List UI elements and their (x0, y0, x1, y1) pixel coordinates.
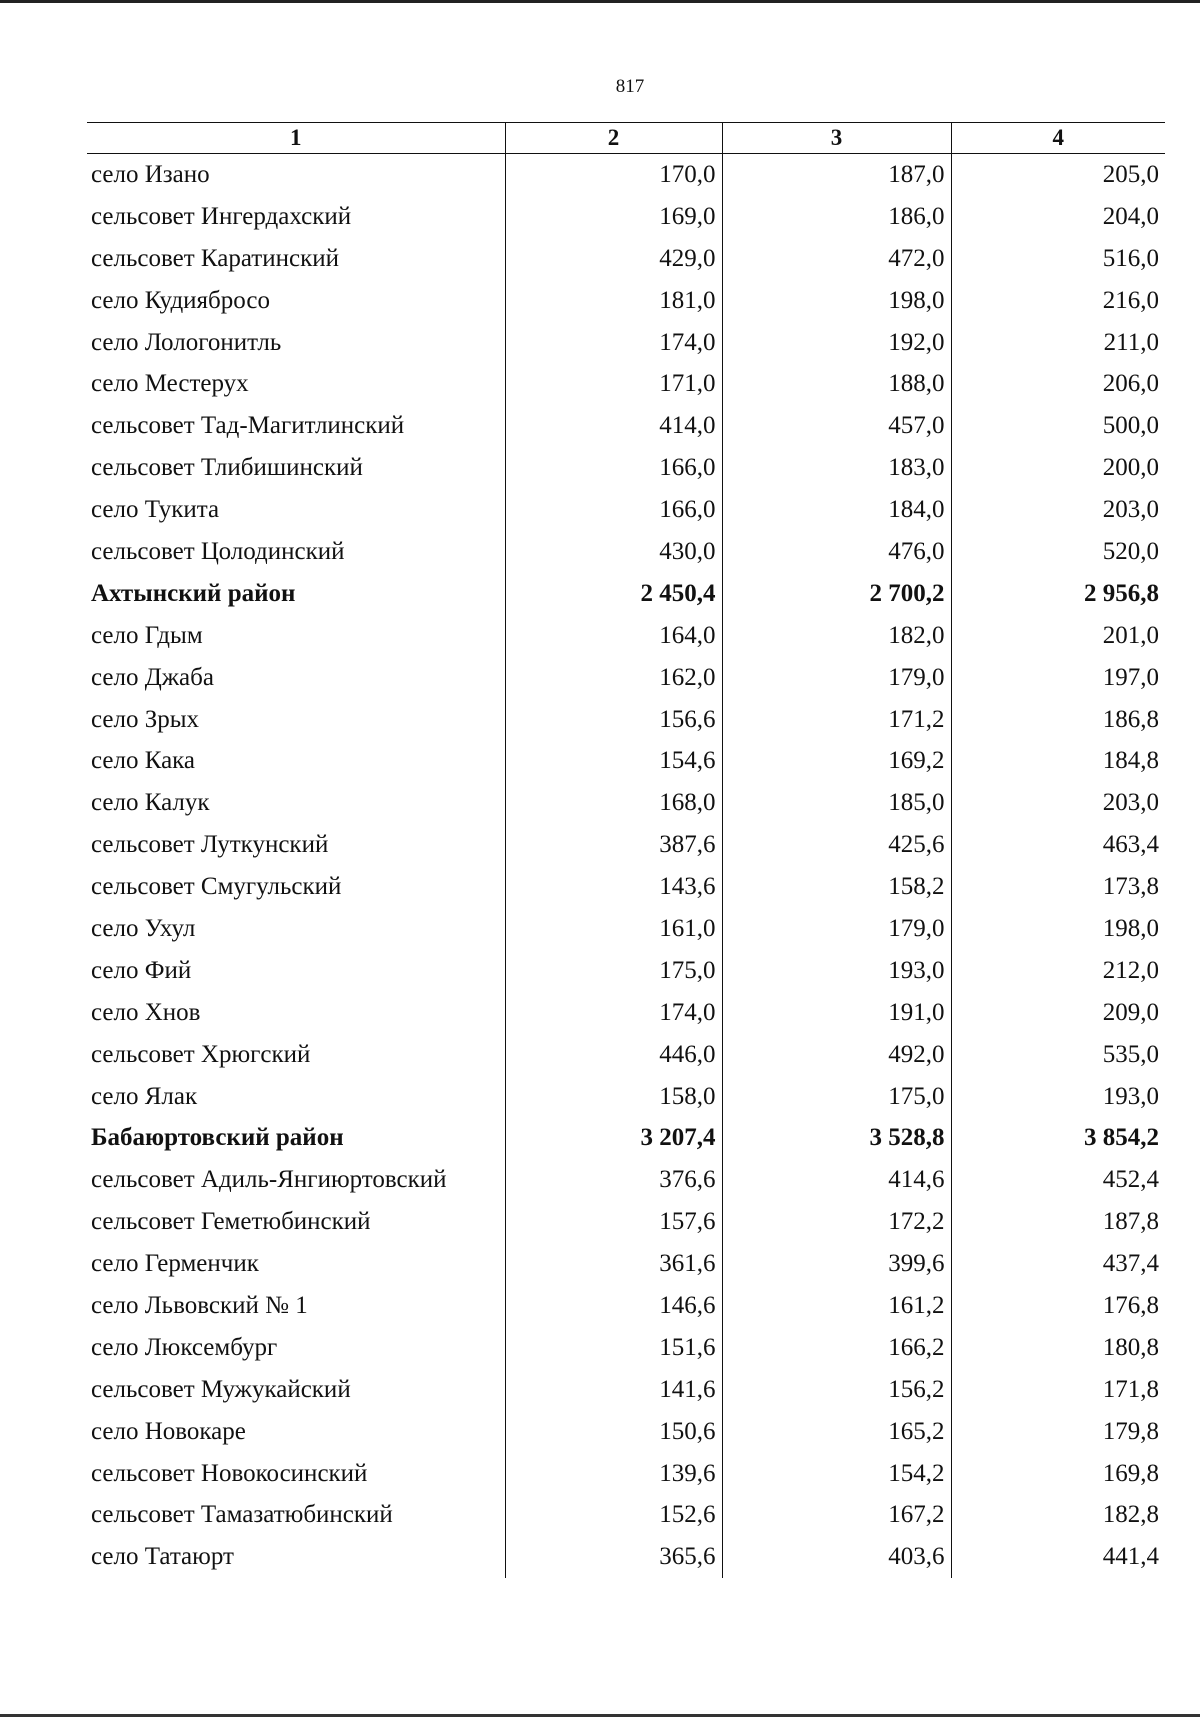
row-value-col-4: 171,8 (951, 1369, 1165, 1411)
row-value-col-3: 169,2 (722, 740, 951, 782)
table-row (87, 322, 1165, 364)
row-value-col-2: 166,0 (505, 447, 722, 489)
row-value-col-3: 492,0 (722, 1034, 951, 1076)
row-value-col-3: 188,0 (722, 363, 951, 405)
scan-edge-bottom (0, 1714, 1200, 1717)
table-row (87, 489, 1165, 531)
row-value-col-2: 414,0 (505, 405, 722, 447)
table-row (87, 1076, 1165, 1118)
row-name-cell: село Гдым (91, 621, 203, 649)
row-value-col-3: 182,0 (722, 615, 951, 657)
row-value-col-2: 387,6 (505, 824, 722, 866)
table-row (87, 1495, 1165, 1537)
row-value-col-4: 184,8 (951, 740, 1165, 782)
row-name-cell: сельсовет Тад-Магитлинский (91, 412, 405, 440)
table-row (87, 908, 1165, 950)
row-value-col-3: 183,0 (722, 447, 951, 489)
row-value-col-3: 171,2 (722, 699, 951, 741)
table-row (87, 1117, 1165, 1159)
table-row (87, 1159, 1165, 1201)
row-value-col-4: 176,8 (951, 1285, 1165, 1327)
row-value-col-3: 192,0 (722, 322, 951, 364)
table-row (87, 196, 1165, 238)
row-value-col-4: 441,4 (951, 1536, 1165, 1578)
row-value-col-2: 166,0 (505, 489, 722, 531)
row-name-cell: село Тукита (91, 496, 220, 524)
row-name-cell: село Львовский № 1 (91, 1291, 308, 1319)
row-value-col-2: 169,0 (505, 196, 722, 238)
row-name-cell: сельсовет Адиль-Янгиюртовский (91, 1166, 447, 1194)
data-table (87, 122, 1165, 1578)
row-value-col-4: 516,0 (951, 238, 1165, 280)
row-value-col-3: 403,6 (722, 1536, 951, 1578)
table-row (87, 992, 1165, 1034)
row-name-cell: сельсовет Тлибишинский (91, 454, 363, 482)
row-value-col-4: 535,0 (951, 1034, 1165, 1076)
table-header-row (87, 123, 1165, 154)
header-col-4: 4 (951, 123, 1165, 154)
row-value-col-2: 151,6 (505, 1327, 722, 1369)
row-value-col-3: 457,0 (722, 405, 951, 447)
table-row (87, 238, 1165, 280)
row-value-col-4: 187,8 (951, 1201, 1165, 1243)
row-value-col-2: 446,0 (505, 1034, 722, 1076)
table-body (87, 154, 1165, 1579)
table-row (87, 363, 1165, 405)
row-value-col-4: 212,0 (951, 950, 1165, 992)
row-value-col-3: 156,2 (722, 1369, 951, 1411)
row-value-col-4: 180,8 (951, 1327, 1165, 1369)
row-value-col-3: 158,2 (722, 866, 951, 908)
row-value-col-2: 3 207,4 (505, 1117, 722, 1159)
row-value-col-2: 154,6 (505, 740, 722, 782)
table-row (87, 782, 1165, 824)
row-value-col-4: 452,4 (951, 1159, 1165, 1201)
row-name-cell: село Калук (91, 789, 210, 817)
row-name-cell: село Ухул (91, 914, 196, 942)
row-name-cell: село Кудиябросо (91, 286, 270, 314)
table-row (87, 699, 1165, 741)
row-value-col-2: 156,6 (505, 699, 722, 741)
row-value-col-4: 437,4 (951, 1243, 1165, 1285)
row-value-col-2: 158,0 (505, 1076, 722, 1118)
table-row (87, 950, 1165, 992)
row-value-col-4: 3 854,2 (951, 1117, 1165, 1159)
row-name-cell: село Новокаре (91, 1417, 246, 1445)
table-row (87, 573, 1165, 615)
row-value-col-2: 2 450,4 (505, 573, 722, 615)
row-value-col-3: 179,0 (722, 908, 951, 950)
row-value-col-3: 154,2 (722, 1453, 951, 1495)
table-row (87, 154, 1165, 196)
row-value-col-4: 463,4 (951, 824, 1165, 866)
page-number: 817 (615, 76, 645, 97)
row-name-cell: село Татаюрт (91, 1543, 234, 1571)
row-name-cell: село Зрых (91, 705, 200, 733)
row-value-col-2: 141,6 (505, 1369, 722, 1411)
table-row (87, 866, 1165, 908)
row-value-col-3: 179,0 (722, 657, 951, 699)
table-row (87, 405, 1165, 447)
table-row (87, 1243, 1165, 1285)
row-value-col-2: 376,6 (505, 1159, 722, 1201)
row-value-col-4: 173,8 (951, 866, 1165, 908)
row-value-col-2: 365,6 (505, 1536, 722, 1578)
row-value-col-3: 399,6 (722, 1243, 951, 1285)
table-row (87, 1327, 1165, 1369)
row-value-col-2: 181,0 (505, 280, 722, 322)
row-value-col-4: 186,8 (951, 699, 1165, 741)
row-value-col-4: 193,0 (951, 1076, 1165, 1118)
row-name-cell: сельсовет Луткунский (91, 831, 329, 859)
row-value-col-3: 172,2 (722, 1201, 951, 1243)
row-value-col-2: 174,0 (505, 322, 722, 364)
table-row (87, 1536, 1165, 1578)
row-name-cell: сельсовет Мужукайский (91, 1375, 351, 1403)
table-row (87, 824, 1165, 866)
row-value-col-3: 161,2 (722, 1285, 951, 1327)
row-value-col-3: 185,0 (722, 782, 951, 824)
row-value-col-2: 157,6 (505, 1201, 722, 1243)
header-col-3: 3 (722, 123, 951, 154)
row-value-col-2: 175,0 (505, 950, 722, 992)
row-value-col-4: 201,0 (951, 615, 1165, 657)
table-row (87, 1285, 1165, 1327)
table-row (87, 1201, 1165, 1243)
table-row (87, 1369, 1165, 1411)
row-value-col-4: 216,0 (951, 280, 1165, 322)
row-value-col-4: 198,0 (951, 908, 1165, 950)
row-value-col-2: 174,0 (505, 992, 722, 1034)
row-name-cell: село Хнов (91, 998, 201, 1026)
row-value-col-3: 414,6 (722, 1159, 951, 1201)
row-name-cell: село Джаба (91, 663, 214, 691)
row-value-col-2: 162,0 (505, 657, 722, 699)
row-value-col-4: 182,8 (951, 1495, 1165, 1537)
row-value-col-3: 2 700,2 (722, 573, 951, 615)
table-row (87, 1034, 1165, 1076)
row-value-col-2: 152,6 (505, 1495, 722, 1537)
row-name-cell: сельсовет Геметюбинский (91, 1208, 371, 1236)
row-value-col-4: 179,8 (951, 1411, 1165, 1453)
row-value-col-2: 361,6 (505, 1243, 722, 1285)
row-name-cell: Бабаюртовский район (91, 1124, 344, 1152)
row-name-cell: село Фий (91, 956, 192, 984)
row-name-cell: сельсовет Новокосинский (91, 1459, 368, 1487)
row-value-col-3: 186,0 (722, 196, 951, 238)
row-value-col-2: 164,0 (505, 615, 722, 657)
row-value-col-2: 171,0 (505, 363, 722, 405)
row-value-col-3: 198,0 (722, 280, 951, 322)
row-name-cell: село Ялак (91, 1082, 198, 1110)
row-name-cell: село Кака (91, 747, 196, 775)
row-value-col-4: 2 956,8 (951, 573, 1165, 615)
row-value-col-3: 167,2 (722, 1495, 951, 1537)
row-value-col-3: 165,2 (722, 1411, 951, 1453)
row-value-col-2: 146,6 (505, 1285, 722, 1327)
row-name-cell: сельсовет Хрюгский (91, 1040, 311, 1068)
row-value-col-4: 520,0 (951, 531, 1165, 573)
row-value-col-2: 168,0 (505, 782, 722, 824)
row-value-col-4: 169,8 (951, 1453, 1165, 1495)
row-value-col-2: 139,6 (505, 1453, 722, 1495)
row-value-col-3: 425,6 (722, 824, 951, 866)
row-name-cell: село Местерух (91, 370, 249, 398)
row-name-cell: сельсовет Цолодинский (91, 537, 345, 565)
table-row (87, 657, 1165, 699)
row-name-cell: сельсовет Смугульский (91, 873, 342, 901)
row-value-col-2: 170,0 (505, 154, 722, 196)
table-row (87, 615, 1165, 657)
row-name-cell: Ахтынский район (91, 579, 296, 607)
row-name-cell: село Герменчик (91, 1250, 259, 1278)
row-value-col-3: 472,0 (722, 238, 951, 280)
row-value-col-4: 197,0 (951, 657, 1165, 699)
row-value-col-4: 209,0 (951, 992, 1165, 1034)
row-value-col-2: 143,6 (505, 866, 722, 908)
row-value-col-4: 500,0 (951, 405, 1165, 447)
row-value-col-3: 191,0 (722, 992, 951, 1034)
row-name-cell: село Люксембург (91, 1333, 278, 1361)
row-value-col-2: 429,0 (505, 238, 722, 280)
row-value-col-3: 193,0 (722, 950, 951, 992)
row-value-col-3: 175,0 (722, 1076, 951, 1118)
row-name-cell: сельсовет Каратинский (91, 244, 339, 272)
row-value-col-4: 205,0 (951, 154, 1165, 196)
table-row (87, 740, 1165, 782)
table-row (87, 1453, 1165, 1495)
row-value-col-4: 211,0 (951, 322, 1165, 364)
row-name-cell: сельсовет Ингердахский (91, 202, 352, 230)
table-row (87, 280, 1165, 322)
row-value-col-4: 203,0 (951, 782, 1165, 824)
row-name-cell: село Лологонитль (91, 328, 282, 356)
row-value-col-4: 203,0 (951, 489, 1165, 531)
table-row (87, 447, 1165, 489)
header-col-1: 1 (87, 123, 505, 154)
row-name-cell: сельсовет Тамазатюбинский (91, 1501, 393, 1529)
row-value-col-2: 161,0 (505, 908, 722, 950)
header-col-2: 2 (505, 123, 722, 154)
row-value-col-3: 184,0 (722, 489, 951, 531)
row-value-col-2: 430,0 (505, 531, 722, 573)
row-value-col-4: 200,0 (951, 447, 1165, 489)
row-value-col-3: 166,2 (722, 1327, 951, 1369)
scan-edge-top (0, 0, 1200, 3)
table-row (87, 531, 1165, 573)
row-value-col-3: 187,0 (722, 154, 951, 196)
row-value-col-3: 476,0 (722, 531, 951, 573)
row-value-col-2: 150,6 (505, 1411, 722, 1453)
row-value-col-3: 3 528,8 (722, 1117, 951, 1159)
row-value-col-4: 204,0 (951, 196, 1165, 238)
table-row (87, 1411, 1165, 1453)
table-header (87, 123, 1165, 154)
row-name-cell: село Изано (91, 160, 210, 188)
row-value-col-4: 206,0 (951, 363, 1165, 405)
